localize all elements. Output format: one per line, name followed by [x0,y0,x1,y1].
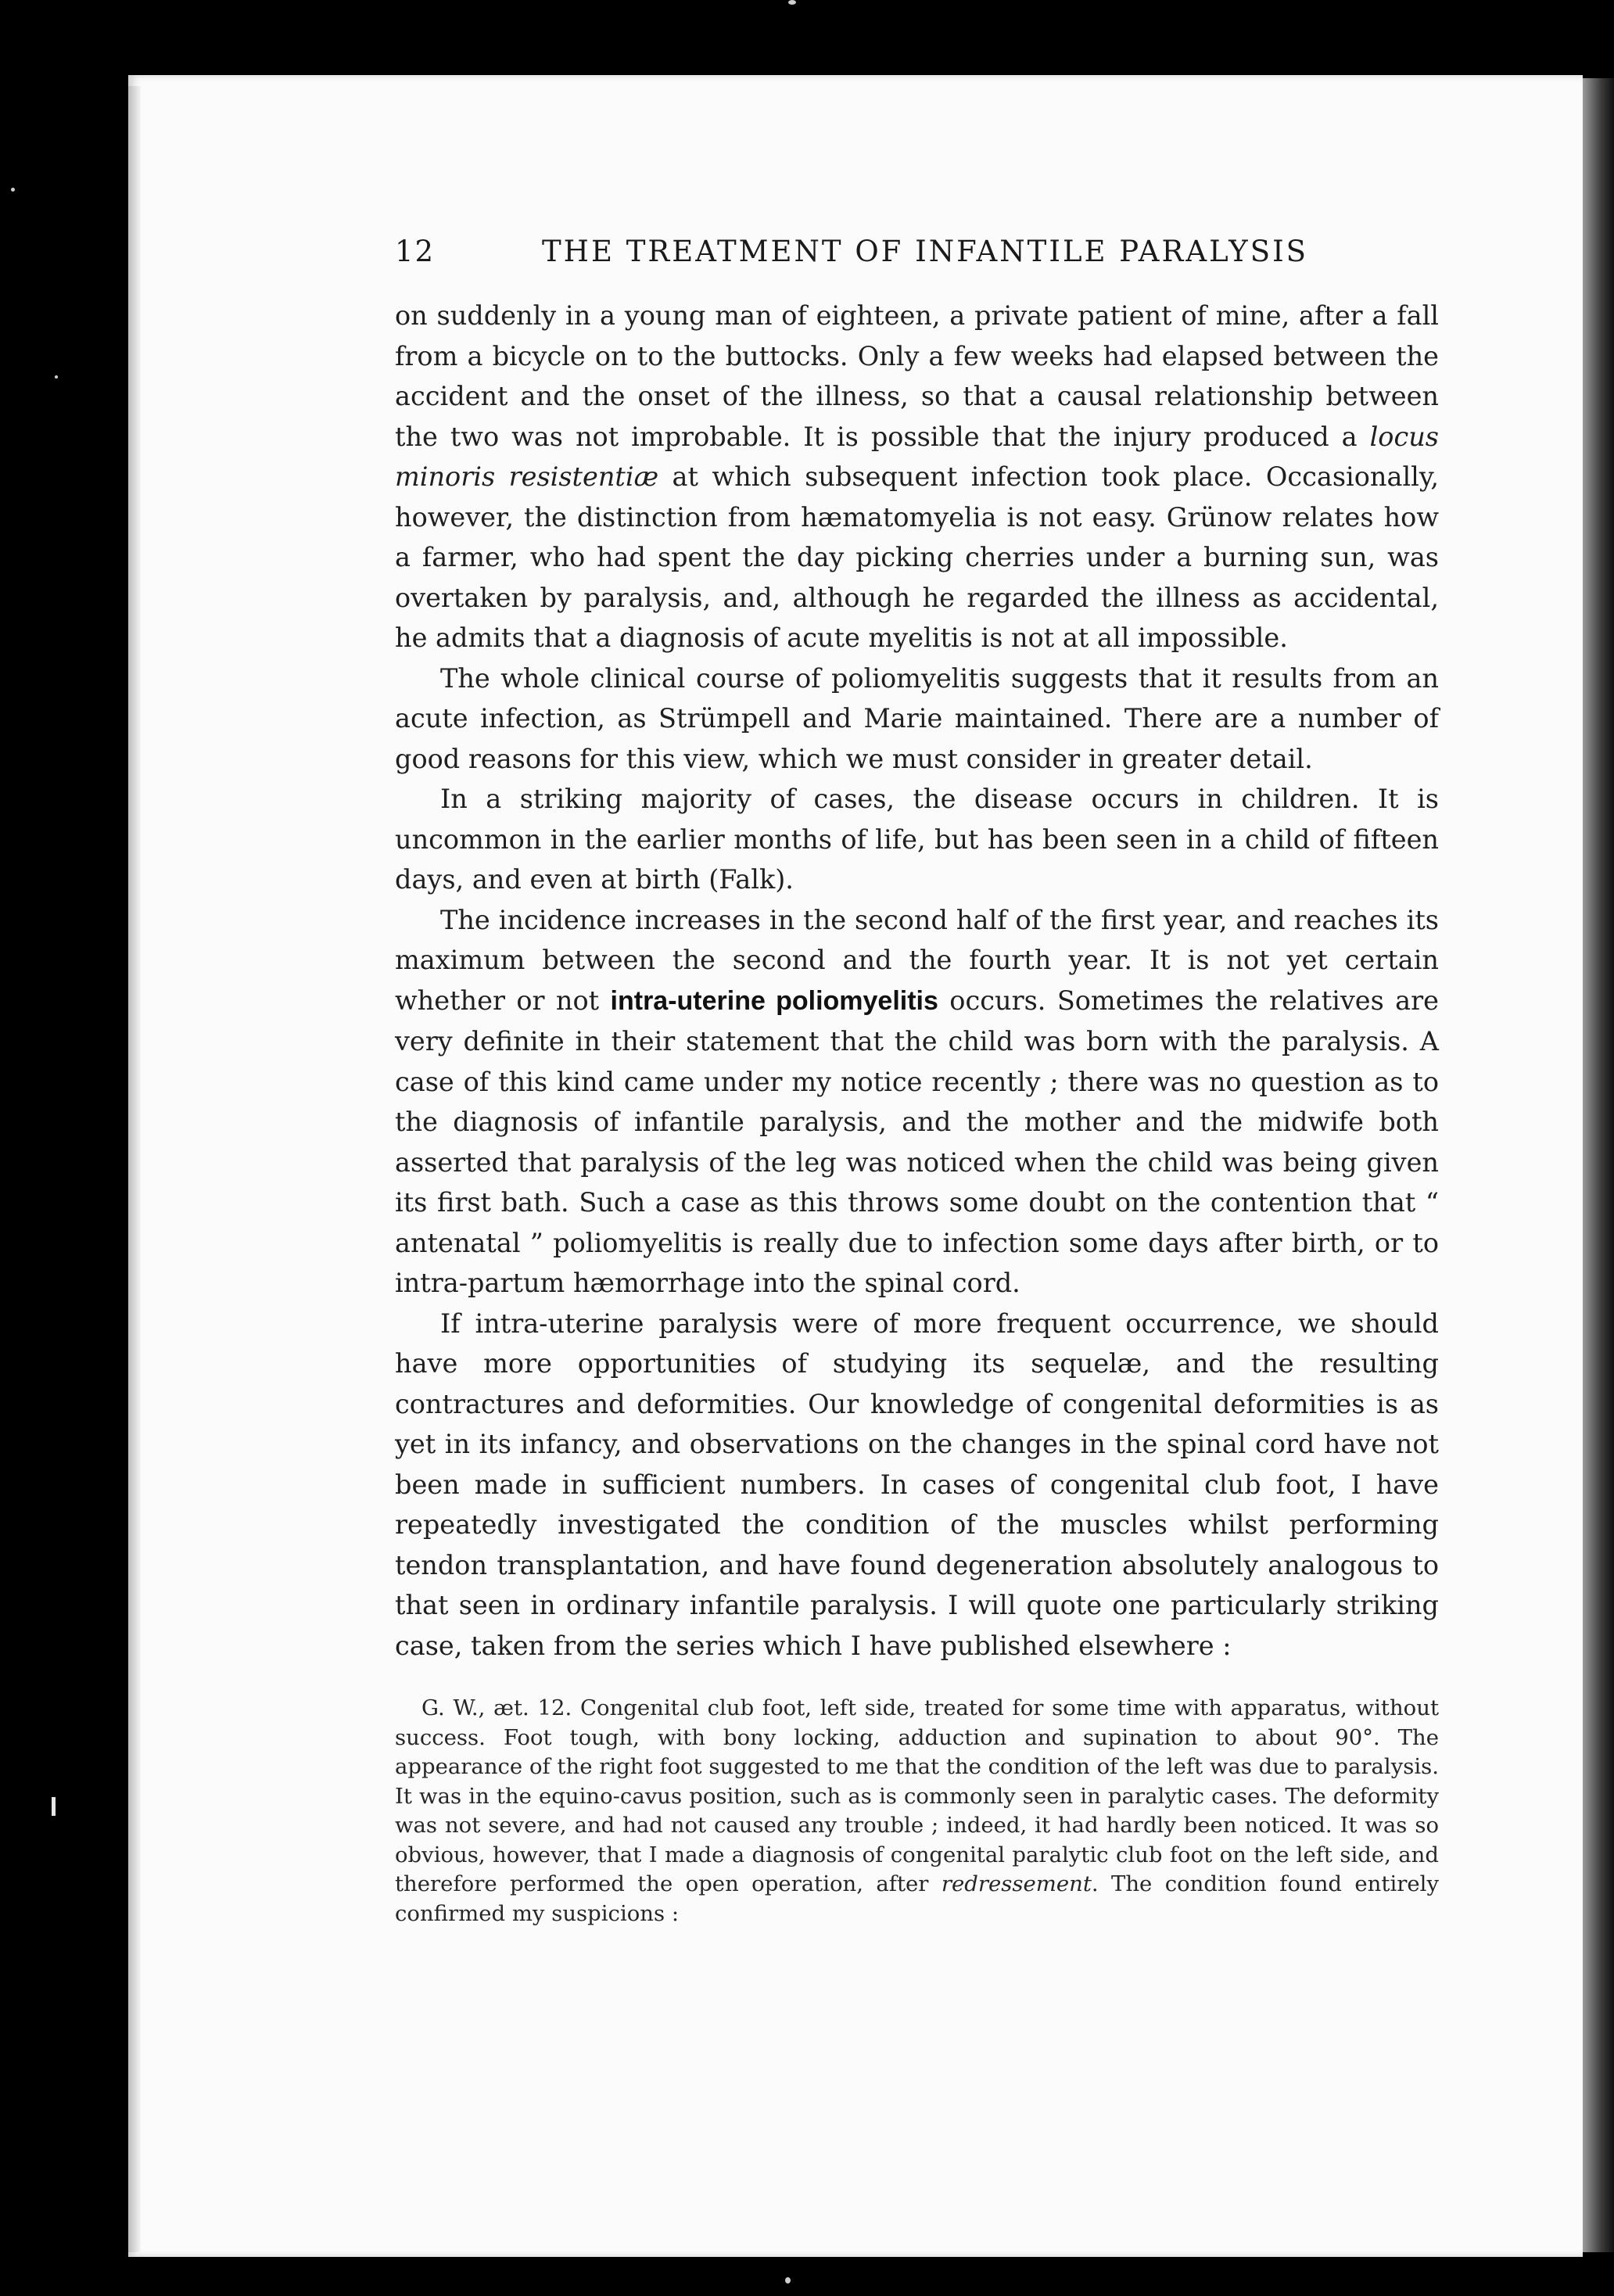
dust-streak [52,1797,56,1816]
running-title: THE TREATMENT OF INFANTILE PARALYSIS [542,235,1309,268]
paragraph-continued: on suddenly in a young man of eighteen, a private patient of mine, after a fall from a bicycle on to the buttocks. Only a few weeks had elapsed between the accident and the onset of the illness, so that a causal relationship between the two was not improbable. It is possible that the injury produced a locus minoris resistentiæ at which subsequent infection took place. Occasionally, however, the distinction from hæmatomyelia is not easy. Grünow relates how a farmer, who had spent the day picking cherries under a burning sun, was overtaken by paralysis, and, although he regarded the illness as accidental, he admits that a diagnosis of acute myelitis is not at all impossible. [395,300,1439,653]
paragraph: If intra-uterine paralysis were of more frequent occurrence, we should have more opportunities of studying its sequelæ, and the resulting contractures and deformities. Our knowledge of congenital deformities is as yet in its infancy, and observations on the changes in the spinal cord have not been made in sufficient numbers. In cases of congenital club foot, I have repeatedly investigated the condition of the muscles whilst performing tendon transplantation, and have found degeneration absolutely analogous to that seen in ordinary infantile paralysis. I will quote one particularly striking case, taken from the series which I have published elsewhere : [395,1308,1439,1661]
paragraph: The whole clinical course of poliomyelitis suggests that it results from an acute infection, as Strümpell and Marie maintained. There are a number of good reasons for this view, which we must consider in greater detail. [395,662,1439,774]
page-content [395,235,1439,1928]
paragraph: In a striking majority of cases, the disease occurs in children. It is uncommon in the earlier months of life, but has been seen in a child of fifteen days, and even at birth (Falk). [395,784,1439,895]
running-head [395,235,1439,282]
emphasized-term: intra-uterine poliomyelitis [610,985,938,1016]
case-note [395,1694,1439,1928]
page-number: 12 [395,235,436,268]
dust-speck [785,2277,791,2283]
paragraph: The incidence increases in the second half of the first year, and reaches its maximum between the second and the fourth year. It is not yet certain whether or not intra-uterine poliomyelitis occurs. Sometimes the relatives are very definite in their statement that the child was born with the paralysis. A case of this kind came under my notice recently ; there was no question as to the diagnosis of infantile paralysis, and the mother and the midwife both asserted that paralysis of the leg was noticed when the child was being given its first bath. Such a case as this throws some doubt on the contention that “ antenatal ” poliomyelitis is really due to infection some days after birth, or to intra-partum hæmorrhage into the spinal cord. [395,904,1439,1298]
body-text [395,296,1439,1666]
page-gutter-shadow [128,86,141,2252]
dust-speck [788,0,796,5]
latin-phrase: locus minoris resistentiæ [395,421,1439,492]
dust-speck [11,188,15,192]
dust-speck [55,375,58,378]
page-edge-shadow [1583,78,1614,2252]
french-term: redressement [941,1871,1092,1896]
case-note-text: G. W., æt. 12. Congenital club foot, left side, treated for some time with apparatus, without success. Foot tough, with bony locking, adduction and supination to about 90°. The appearance of the right foot suggested to me that the condition of the left was due to paralysis. It was in the equino-cavus position, such as is commonly seen in paralytic cases. The deformity was not severe, and had not caused any trouble ; indeed, it had hardly been noticed. It was so obvious, however, that I made a diagnosis of congenital paralytic club foot on the left side, and therefore performed the open operation, after redressement. The condition found entirely confirmed my suspicions : [395,1695,1439,1926]
